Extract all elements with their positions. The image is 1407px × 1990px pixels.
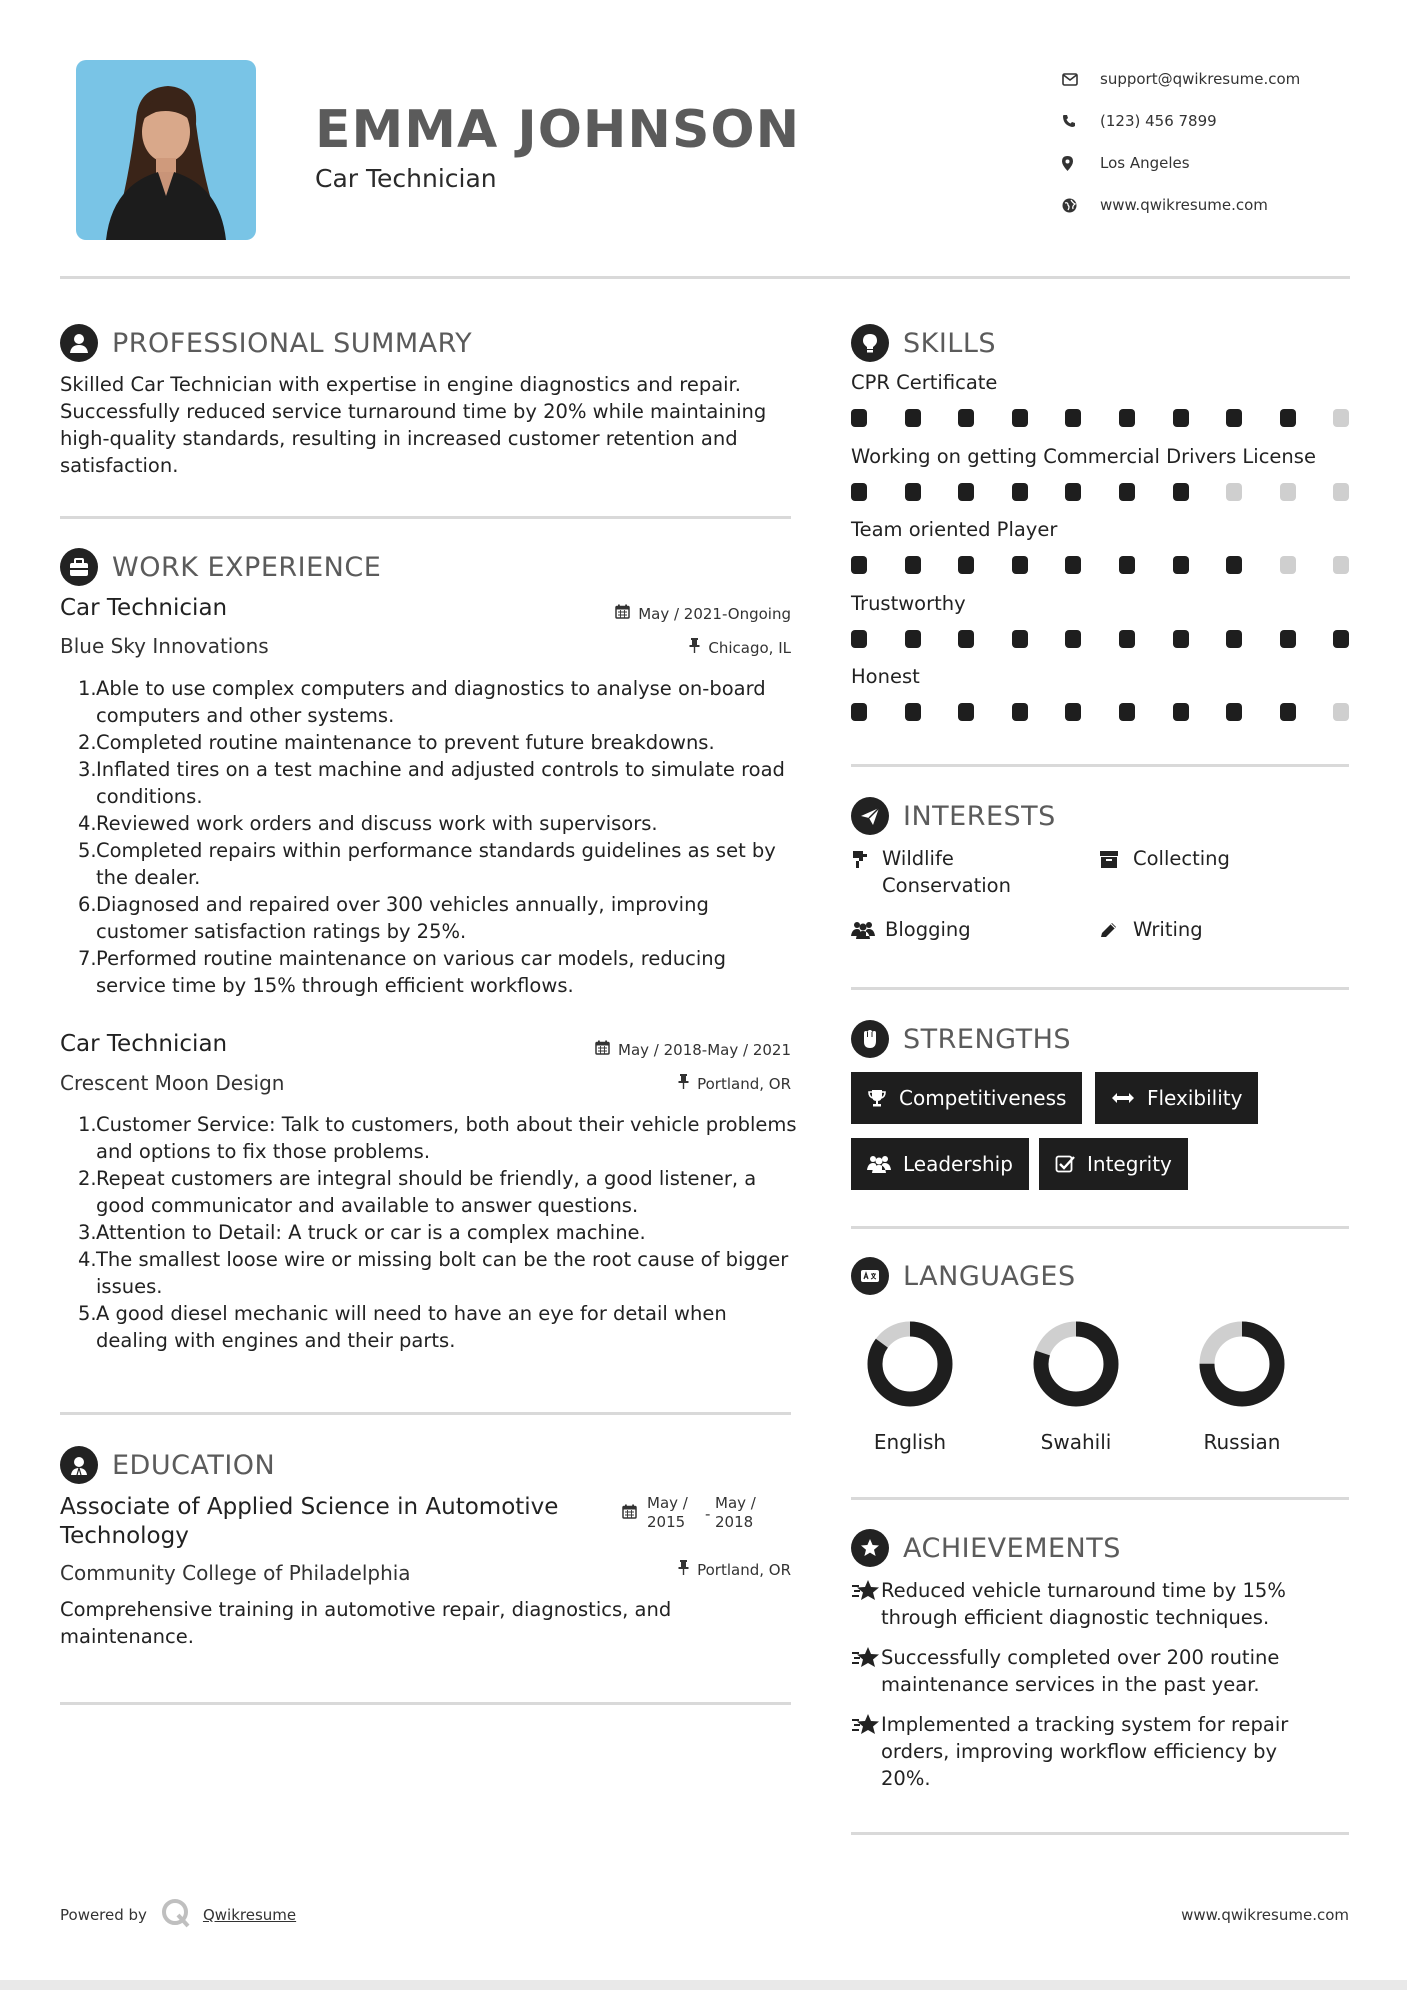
job-2-company: Crescent Moon Design bbox=[60, 1071, 285, 1095]
powered-by-text: Powered by bbox=[60, 1906, 147, 1924]
language-name: Russian bbox=[1203, 1430, 1281, 1454]
archive-box-icon bbox=[1099, 845, 1133, 875]
list-item: Performed routine maintenance on various car models, reducing service time by 15% through efficient workflows. bbox=[96, 947, 726, 997]
strength-badge bbox=[1095, 1072, 1258, 1124]
strengths-title: STRENGTHS bbox=[903, 1023, 1072, 1055]
rating-dot-filled bbox=[1119, 556, 1135, 574]
job-1-dates bbox=[615, 604, 791, 623]
list-item: Attention to Detail: A truck or car is a complex machine. bbox=[96, 1221, 646, 1244]
job-2-bullets bbox=[78, 1111, 798, 1354]
rating-dot-filled bbox=[958, 630, 974, 648]
globe-icon bbox=[1062, 198, 1100, 213]
rating-dot-filled bbox=[851, 630, 867, 648]
skill-rating bbox=[851, 630, 1349, 648]
skills-title: SKILLS bbox=[903, 327, 997, 359]
pencil-icon bbox=[1099, 916, 1133, 946]
skill-name: Working on getting Commercial Drivers License bbox=[851, 444, 1316, 468]
interests-divider bbox=[851, 987, 1349, 990]
contact-email[interactable] bbox=[1062, 58, 1300, 100]
rating-dot-filled bbox=[1280, 630, 1296, 648]
skill-rating bbox=[851, 703, 1349, 721]
strength-label: Flexibility bbox=[1147, 1086, 1243, 1110]
rating-dot-empty bbox=[1226, 483, 1242, 501]
footer-branding bbox=[60, 1898, 296, 1932]
rating-dot-filled bbox=[1012, 703, 1028, 721]
job-1-company: Blue Sky Innovations bbox=[60, 634, 269, 658]
trophy-icon bbox=[867, 1088, 887, 1108]
pushpin-icon bbox=[689, 638, 708, 657]
skill-rating bbox=[851, 409, 1349, 427]
interest-item bbox=[851, 916, 971, 946]
job-1-dates-text: May / 2021-Ongoing bbox=[638, 604, 791, 623]
rating-dot-filled bbox=[1280, 703, 1296, 721]
achievements-divider bbox=[851, 1832, 1349, 1835]
skills-divider bbox=[851, 764, 1349, 767]
rating-dot-filled bbox=[851, 483, 867, 501]
education-location-text: Portland, OR bbox=[697, 1560, 791, 1579]
contact-info bbox=[1062, 58, 1300, 226]
pushpin-icon bbox=[678, 1560, 697, 1579]
rating-dot-filled bbox=[1065, 409, 1081, 427]
language-item bbox=[1016, 1320, 1136, 1454]
list-item: Inflated tires on a test machine and adjusted controls to simulate road conditions. bbox=[96, 758, 785, 808]
achievements-title: ACHIEVEMENTS bbox=[903, 1532, 1121, 1564]
qwikresume-logo-icon bbox=[161, 1898, 191, 1932]
education-end-year: 2018 bbox=[715, 1513, 754, 1531]
rating-dot-filled bbox=[851, 703, 867, 721]
language-donut bbox=[866, 1320, 954, 1408]
skill-name: Team oriented Player bbox=[851, 518, 1058, 541]
star-icon bbox=[851, 1644, 881, 1677]
job-2-dates-text: May / 2018-May / 2021 bbox=[618, 1040, 791, 1059]
rating-dot-empty bbox=[1333, 703, 1349, 721]
education-dates: May / 2015 - May / 2018 bbox=[622, 1494, 756, 1532]
phone-icon bbox=[1062, 114, 1100, 128]
rating-dot-filled bbox=[905, 409, 921, 427]
star-badge-icon bbox=[851, 1529, 889, 1567]
languages-heading bbox=[851, 1257, 1076, 1295]
strength-label: Leadership bbox=[903, 1152, 1013, 1176]
achievement-item bbox=[851, 1577, 1331, 1631]
arrows-horizontal-icon bbox=[1111, 1091, 1135, 1105]
rating-dot-filled bbox=[905, 703, 921, 721]
rating-dot-filled bbox=[1226, 556, 1242, 574]
lightbulb-icon bbox=[851, 324, 889, 362]
strength-badge bbox=[851, 1072, 1082, 1124]
interest-item bbox=[1099, 916, 1203, 946]
education-description: Comprehensive training in automotive repair, diagnostics, and maintenance. bbox=[60, 1598, 672, 1648]
email-text: support@qwikresume.com bbox=[1100, 70, 1301, 88]
achievement-text: Implemented a tracking system for repair orders, improving workflow efficiency by 20%. bbox=[881, 1713, 1289, 1790]
rating-dot-filled bbox=[1065, 703, 1081, 721]
rating-dot-filled bbox=[1065, 483, 1081, 501]
calendar-icon bbox=[595, 1040, 618, 1059]
paper-plane-icon bbox=[851, 797, 889, 835]
interests-title: INTERESTS bbox=[903, 800, 1056, 832]
achievement-item bbox=[851, 1711, 1331, 1792]
rating-dot-empty bbox=[1280, 556, 1296, 574]
job-2-location-text: Portland, OR bbox=[697, 1074, 791, 1093]
list-item: Customer Service: Talk to customers, both about their vehicle problems and options to fix those problems. bbox=[96, 1113, 797, 1163]
work-heading bbox=[60, 548, 381, 586]
header-divider bbox=[60, 276, 1350, 279]
contact-website[interactable] bbox=[1062, 184, 1300, 226]
list-item: A good diesel mechanic will need to have an eye for detail when dealing with engines and their parts. bbox=[96, 1302, 727, 1352]
rating-dot-empty bbox=[1333, 483, 1349, 501]
list-item: Diagnosed and repaired over 300 vehicles annually, improving customer satisfaction ratings by 25%. bbox=[96, 893, 709, 943]
rating-dot-filled bbox=[1065, 556, 1081, 574]
education-start-month: May / bbox=[647, 1494, 688, 1512]
rating-dot-filled bbox=[1012, 556, 1028, 574]
user-icon bbox=[60, 324, 98, 362]
interest-item bbox=[851, 845, 1071, 899]
skill-rating bbox=[851, 556, 1349, 574]
map-pin-icon bbox=[1062, 156, 1100, 171]
rating-dot-filled bbox=[1173, 703, 1189, 721]
summary-text: Skilled Car Technician with expertise in engine diagnostics and repair. Successfully reduced service turnaround time by 20% while maintaining high-quality standards, resulting in increased customer retention and satisfaction. bbox=[60, 373, 767, 477]
achievement-item bbox=[851, 1644, 1331, 1698]
education-heading bbox=[60, 1446, 275, 1484]
job-1-bullets bbox=[78, 675, 798, 999]
rating-dot-filled bbox=[905, 630, 921, 648]
strength-label: Integrity bbox=[1087, 1152, 1172, 1176]
education-end-month: May / bbox=[715, 1494, 756, 1512]
rating-dot-filled bbox=[958, 483, 974, 501]
rating-dot-filled bbox=[958, 409, 974, 427]
rating-dot-filled bbox=[1012, 409, 1028, 427]
strength-badge bbox=[851, 1138, 1029, 1190]
contact-location bbox=[1062, 142, 1300, 184]
education-title: EDUCATION bbox=[112, 1449, 276, 1481]
rating-dot-filled bbox=[905, 556, 921, 574]
website-text: www.qwikresume.com bbox=[1100, 196, 1268, 214]
envelope-icon bbox=[1062, 73, 1100, 86]
list-item: Reviewed work orders and discuss work with supervisors. bbox=[96, 812, 658, 835]
list-item: Able to use complex computers and diagnostics to analyse on-board computers and other systems. bbox=[96, 677, 766, 727]
rating-dot-empty bbox=[1333, 409, 1349, 427]
rating-dot-filled bbox=[1119, 630, 1135, 648]
rating-dot-filled bbox=[1173, 483, 1189, 501]
list-item: Completed routine maintenance to prevent future breakdowns. bbox=[96, 731, 715, 754]
candidate-title: Car Technician bbox=[315, 164, 497, 193]
strengths-heading bbox=[851, 1020, 1071, 1058]
rating-dot-filled bbox=[1065, 630, 1081, 648]
job-1-location-text: Chicago, IL bbox=[708, 638, 791, 657]
rating-dot-filled bbox=[1173, 556, 1189, 574]
achievements-heading bbox=[851, 1529, 1121, 1567]
graduate-icon bbox=[60, 1446, 98, 1484]
rating-dot-filled bbox=[1280, 409, 1296, 427]
job-2-location bbox=[678, 1074, 791, 1093]
list-item: Repeat customers are integral should be friendly, a good listener, a good communicator and available to answer questions. bbox=[96, 1167, 757, 1217]
skill-name: Trustworthy bbox=[851, 591, 966, 615]
users-icon bbox=[851, 916, 885, 946]
users-icon bbox=[867, 1155, 891, 1173]
achievement-text: Reduced vehicle turnaround time by 15% through efficient diagnostic techniques. bbox=[881, 1579, 1286, 1629]
language-name: Swahili bbox=[1040, 1430, 1112, 1454]
strengths-divider bbox=[851, 1226, 1349, 1229]
language-donut bbox=[1032, 1320, 1120, 1408]
job-2-dates bbox=[595, 1040, 791, 1059]
work-divider bbox=[60, 1412, 791, 1415]
rating-dot-filled bbox=[1226, 409, 1242, 427]
phone-text: (123) 456 7899 bbox=[1100, 112, 1217, 130]
summary-heading bbox=[60, 324, 472, 362]
tree-icon bbox=[851, 845, 882, 875]
education-location bbox=[678, 1560, 791, 1579]
candidate-name: EMMA JOHNSON bbox=[315, 100, 801, 160]
rating-dot-filled bbox=[1333, 630, 1349, 648]
languages-title: LANGUAGES bbox=[903, 1260, 1076, 1292]
rating-dot-filled bbox=[1226, 630, 1242, 648]
rating-dot-filled bbox=[1119, 483, 1135, 501]
contact-phone[interactable] bbox=[1062, 100, 1300, 142]
interest-label: Collecting bbox=[1133, 847, 1230, 870]
rating-dot-empty bbox=[1333, 556, 1349, 574]
interest-item bbox=[1099, 845, 1230, 875]
achievement-text: Successfully completed over 200 routine maintenance services in the past year. bbox=[881, 1646, 1280, 1696]
star-icon bbox=[851, 1577, 881, 1610]
language-donut bbox=[1198, 1320, 1286, 1408]
rating-dot-filled bbox=[958, 703, 974, 721]
calendar-icon bbox=[622, 1504, 637, 1524]
skills-heading bbox=[851, 324, 996, 362]
interest-label: Wildlife Conservation bbox=[882, 847, 1011, 897]
education-divider bbox=[60, 1702, 791, 1705]
hand-fist-icon bbox=[851, 1020, 889, 1058]
rating-dot-filled bbox=[1173, 409, 1189, 427]
calendar-icon bbox=[615, 604, 638, 623]
rating-dot-filled bbox=[1226, 703, 1242, 721]
list-item: The smallest loose wire or missing bolt can be the root cause of bigger issues. bbox=[96, 1248, 789, 1298]
job-1-location bbox=[689, 638, 791, 657]
language-item bbox=[1182, 1320, 1302, 1454]
strength-label: Competitiveness bbox=[899, 1086, 1067, 1110]
check-square-icon bbox=[1055, 1154, 1075, 1174]
rating-dot-filled bbox=[1173, 630, 1189, 648]
rating-dot-filled bbox=[1119, 409, 1135, 427]
job-2-title: Car Technician bbox=[60, 1031, 228, 1057]
summary-divider bbox=[60, 516, 791, 519]
job-1-title: Car Technician bbox=[60, 595, 228, 621]
education-degree: Associate of Applied Science in Automotive Technology bbox=[60, 1494, 559, 1549]
rating-dot-empty bbox=[1280, 483, 1296, 501]
rating-dot-filled bbox=[851, 556, 867, 574]
rating-dot-filled bbox=[1012, 630, 1028, 648]
skill-name: CPR Certificate bbox=[851, 371, 998, 394]
language-item bbox=[850, 1320, 970, 1454]
rating-dot-filled bbox=[851, 409, 867, 427]
profile-photo bbox=[76, 60, 256, 240]
education-start-year: 2015 bbox=[647, 1513, 686, 1531]
rating-dot-filled bbox=[1012, 483, 1028, 501]
footer-website[interactable]: www.qwikresume.com bbox=[1181, 1906, 1349, 1924]
interest-label: Blogging bbox=[885, 918, 971, 941]
rating-dot-filled bbox=[1119, 703, 1135, 721]
interest-label: Writing bbox=[1133, 918, 1203, 941]
pushpin-icon bbox=[678, 1074, 697, 1093]
languages-divider bbox=[851, 1497, 1349, 1500]
qwikresume-link[interactable]: Qwikresume bbox=[202, 1906, 297, 1924]
list-item: Completed repairs within performance standards guidelines as set by the dealer. bbox=[96, 839, 776, 889]
skill-name: Honest bbox=[851, 665, 920, 688]
rating-dot-filled bbox=[958, 556, 974, 574]
briefcase-icon bbox=[60, 548, 98, 586]
language-name: English bbox=[873, 1430, 947, 1454]
skill-rating bbox=[851, 483, 1349, 501]
summary-title: PROFESSIONAL SUMMARY bbox=[112, 327, 473, 359]
location-text: Los Angeles bbox=[1100, 154, 1190, 172]
work-title: WORK EXPERIENCE bbox=[112, 551, 382, 583]
interests-heading bbox=[851, 797, 1056, 835]
rating-dot-filled bbox=[905, 483, 921, 501]
strength-badge bbox=[1039, 1138, 1188, 1190]
star-icon bbox=[851, 1711, 881, 1744]
education-school: Community College of Philadelphia bbox=[60, 1561, 411, 1585]
language-card-icon bbox=[851, 1257, 889, 1295]
